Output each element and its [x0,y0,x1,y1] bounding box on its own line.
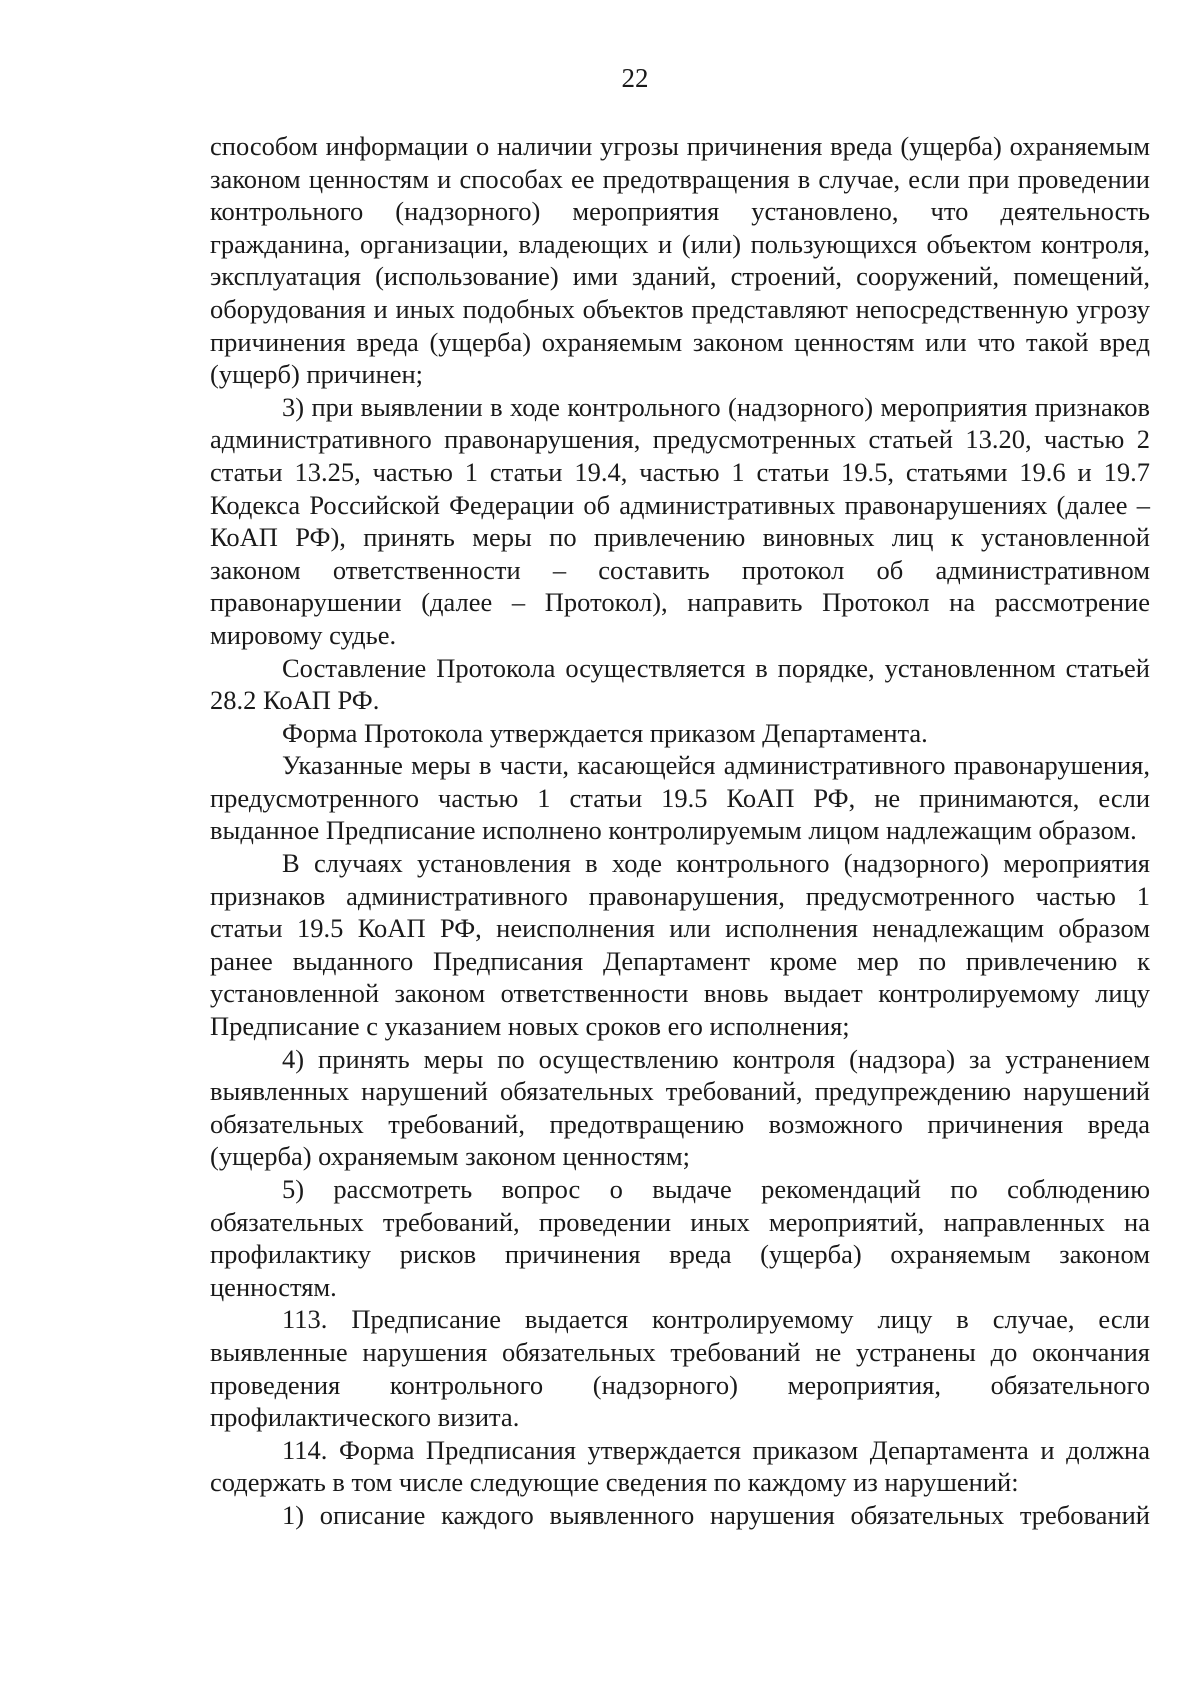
page-number: 22 [621,63,649,93]
paragraph: 3) при выявлении в ходе контрольного (надзорного) мероприятия признаков административного правонарушения, предусмотренных статьей 13.20, частью 2 статьи 13.25, частью 1 статьи 19.4, частью 1 статьи 19.5, статьями 19.6 и 19.7 Кодекса Российской Федерации об административных правонарушениях (далее – КоАП РФ), принять меры по привлечению виновных лиц к установленной законом ответственности – составить протокол об административном правонарушении (далее – Протокол), направить Протокол на рассмотрение мировому судье. [210,391,1150,650]
paragraph: 114. Форма Предписания утверждается приказом Департамента и должна содержать в том числе следующие сведения по каждому из нарушений: [210,1434,1150,1498]
paragraph: 4) принять меры по осуществлению контроля (надзора) за устранением выявленных нарушений обязательных требований, предупреждению нарушений обязательных требований, предотвращению возможного причинения вреда (ущерба) охраняемым законом ценностям; [210,1043,1150,1172]
paragraph: В случаях установления в ходе контрольного (надзорного) мероприятия признаков административного правонарушения, предусмотренного частью 1 статьи 19.5 КоАП РФ, неисполнения или исполнения ненадлежащим образом ранее выданного Предписания Департамент кроме мер по привлечению к установленной законом ответственности вновь выдает контролируемому лицу Предписание с указанием новых сроков его исполнения; [210,848,1150,1042]
paragraph: Указанные меры в части, касающейся административного правонарушения, предусмотренного частью 1 статьи 19.5 КоАП РФ, не принимаются, если выданное Предписание исполнено контролируемым лицом надлежащим образом. [210,750,1150,846]
paragraph: Составление Протокола осуществляется в порядке, установленном статьей 28.2 КоАП РФ. [210,652,1150,716]
paragraph: 113. Предписание выдается контролируемому лицу в случае, если выявленные нарушения обязательных требований не устранены до окончания проведения контрольного (надзорного) мероприятия, обязательного профилактического визита. [210,1304,1150,1433]
document-body [210,130,1150,1532]
paragraph: Форма Протокола утверждается приказом Департамента. [282,717,928,748]
paragraph: 5) рассмотреть вопрос о выдаче рекомендаций по соблюдению обязательных требований, проведении иных мероприятий, направленных на профилактику рисков причинения вреда (ущерба) охраняемым законом ценностям. [210,1174,1150,1302]
paragraph: способом информации о наличии угрозы причинения вреда (ущерба) охраняемым законом ценностям и способах ее предотвращения в случае, если при проведении контрольного (надзорного) мероприятия установлено, что деятельность гражданина, организации, владеющих и (или) пользующихся объектом контроля, эксплуатация (использование) ими зданий, строений, сооружений, помещений, оборудования и иных подобных объектов представляют непосредственную угрозу причинения вреда (ущерба) охраняемым законом ценностям или что такой вред (ущерб) причинен; [210,131,1150,390]
paragraph: 1) описание каждого выявленного нарушения обязательных требований [282,1499,1150,1530]
